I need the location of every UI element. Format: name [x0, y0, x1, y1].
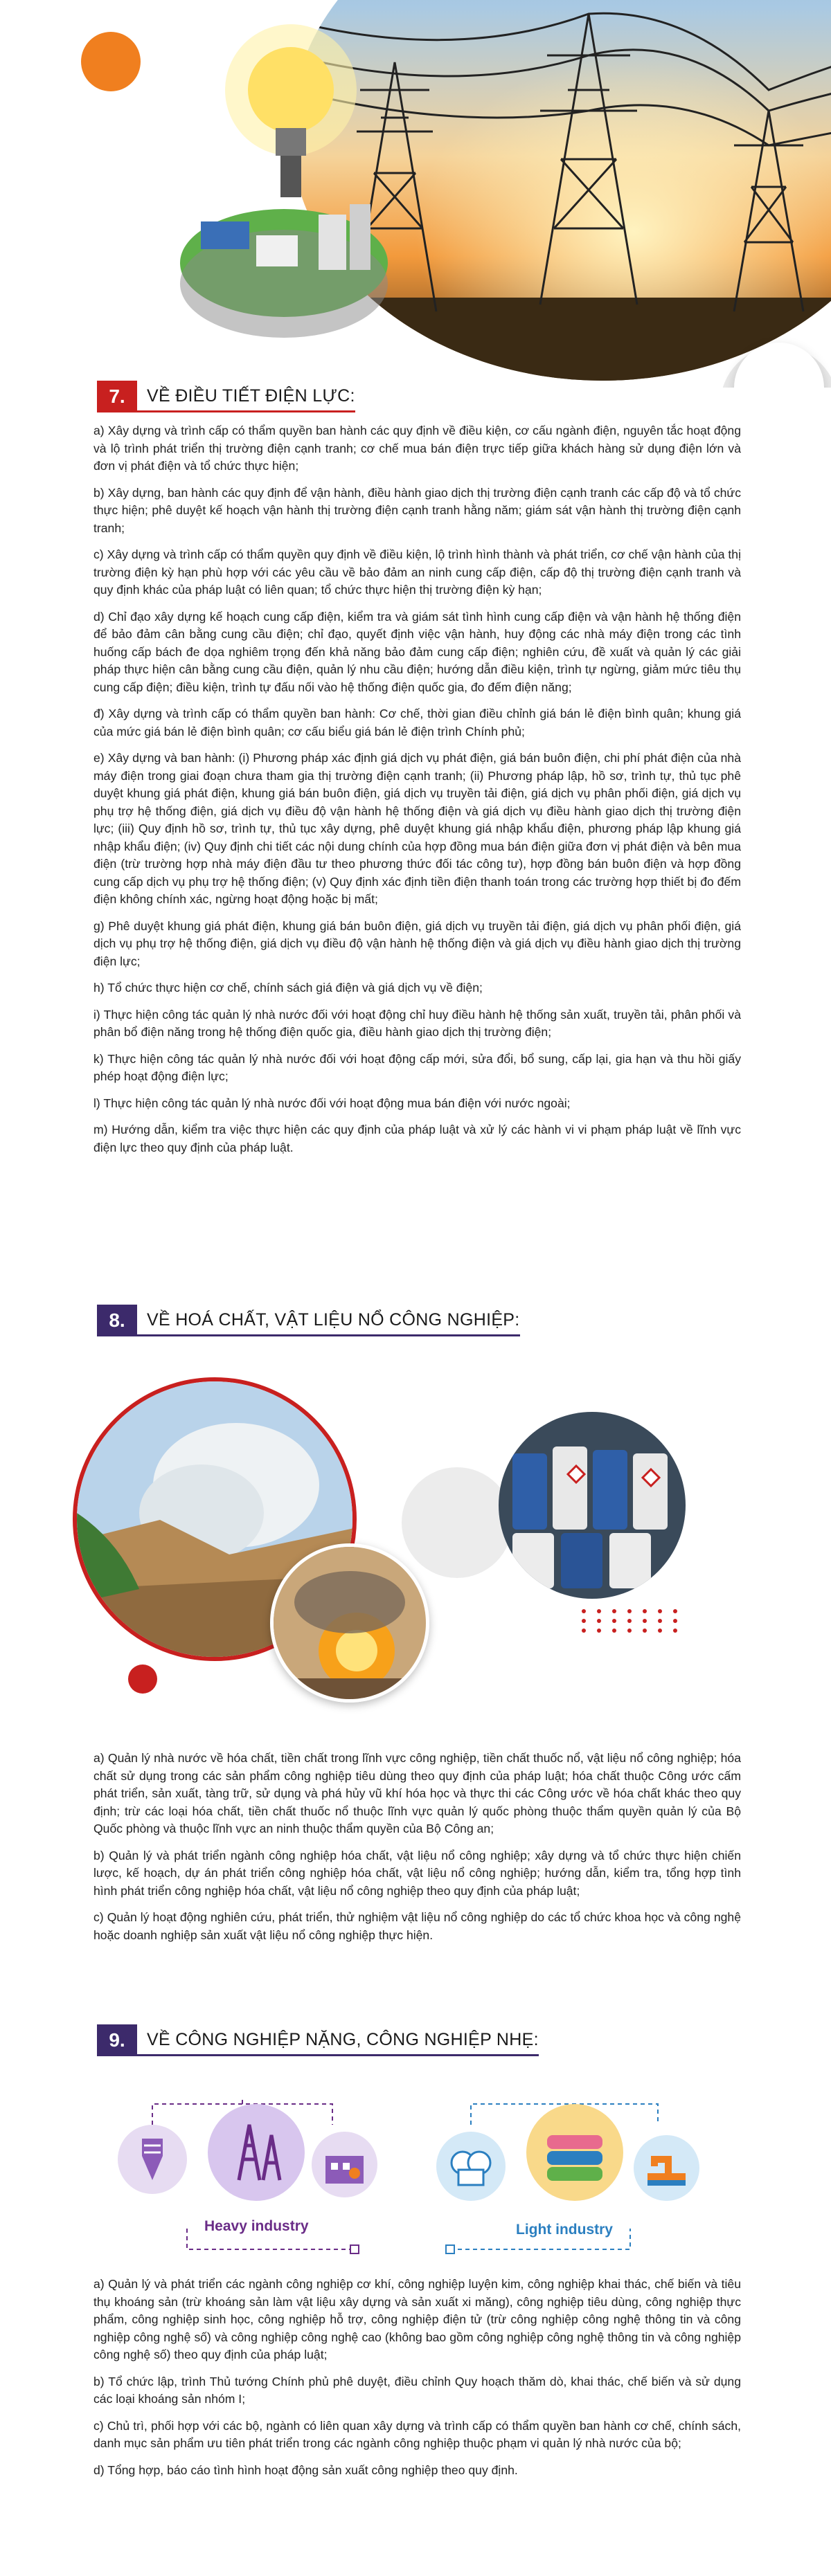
section-9-body [93, 2276, 741, 2488]
section-7-body [93, 422, 741, 1165]
decorative-red-dot [128, 1665, 157, 1694]
section-9-paragraph: c) Chủ trì, phối hợp với các bộ, ngành có liên quan xây dựng và trình cấp có thẩm quyền ban hành cơ chế, chính sách, danh mục sản phẩm ưu tiên phát triển trong các ngành công nghiệp thuộc phạm vi quản lý nhà nước của bộ; [93, 2418, 741, 2450]
section-7-paragraph: d) Chỉ đạo xây dựng kế hoạch cung cấp điện, kiểm tra và giám sát tình hình cung cấp điện và vận hành hệ thống điện để bảo đảm cân bằng cung cầu điện; chỉ đạo, quyết định việc vận hành, huy động các nhà máy điện trong các tình huống cấp bách đe dọa nghiêm trọng đến khả năng bảo đảm cung cấp điện; nghiên cứu, đề xuất và quản lý các giải pháp thực hiện cân bằng cung cầu điện, quản lý nhu cầu điện; hướng dẫn điều kiện, trình tự ngừng, giảm mức tiêu thụ cung cấp điện; điều kiện, trình tự đấu nối vào hệ thống điện quốc gia, đo đếm điện năng; [93, 609, 741, 694]
section-7-paragraph: l) Thực hiện công tác quản lý nhà nước đối với hoạt động mua bán điện với nước ngoài; [93, 1096, 571, 1110]
section-7-paragraph: e) Xây dựng và ban hành: (i) Phương pháp xác định giá dịch vụ phát điện, giá bán buôn điện, chi phí phát điện của nhà máy điện trong giai đoạn chưa tham gia thị trường điện cạnh tranh; (ii) Phương pháp lập, hồ sơ, trình tự, thủ tục phê duyệt khung giá phát điện, khung giá bán buôn điện, giá dịch vụ truyền tải điện, giá dịch vụ phân phối điện, giá dịch vụ phụ trợ hệ thống điện, giá dịch vụ điều độ vận hành hệ thống điện và giá dịch vụ điều hành giao dịch thị trường điện lực; (iii) Quy định hồ sơ, trình tự, thủ tục xây dựng, phê duyệt khung giá nhập khẩu điện, phương pháp lập khung giá nhập khẩu điện; (iv) Quy định chi tiết các nội dung chính của hợp đồng mua bán điện giữa đơn vị phát điện và bên mua điện (trừ trường hợp nhà máy điện đầu tư theo phương thức đối tác công tư), hợp đồng bán buôn điện và hợp đồng cung cấp dịch vụ phụ trợ hệ thống điện; (v) Quy định xác định tiền điện thanh toán trong các trường hợp thiết bị đo đếm điện không chính xác, ngừng hoạt động hoặc bị mất; [93, 751, 741, 906]
section-7-paragraph: c) Xây dựng và trình cấp có thẩm quyền quy định về điều kiện, lộ trình hình thành và phát triển, cơ chế vận hành của thị trường điện kỳ hạn phù hợp với các yêu cầu về bảo đảm an ninh cung cấp điện, cấp độ thị trường điện cạnh tranh và quy định khác của pháp luật có liên quan; tổ chức thực hiện thị trường điện kỳ hạn; [93, 547, 741, 597]
section-7-paragraph: g) Phê duyệt khung giá phát điện, khung giá bán buôn điện, giá dịch vụ truyền tải điện, giá dịch vụ phân phối điện, giá dịch vụ phụ trợ hệ thống điện, giá dịch vụ điều độ vận hành hệ thống điện và giá dịch vụ điều hành giao dịch thị trường điện lực; [93, 918, 741, 968]
section-7-paragraph: h) Tổ chức thực hiện cơ chế, chính sách giá điện và giá dịch vụ về điện; [93, 981, 483, 995]
fabric-icon [526, 2104, 623, 2201]
section-8-paragraph: c) Quản lý hoạt động nghiên cứu, phát triển, thử nghiệm vật liệu nổ công nghiệp do các tổ chức khoa học và công nghệ hoặc doanh nghiệp sản xuất vật liệu nổ công nghiệp thực hiện. [93, 1910, 741, 1942]
section-7-paragraph: a) Xây dựng và trình cấp có thẩm quyền ban hành các quy định về điều kiện, cơ cấu ngành điện, nguyên tắc hoạt động và lộ trình phát triển thị trường điện cạnh tranh; cơ chế mua bán điện trực tiếp giữa khách hàng sử dụng điện lớn và đơn vị phát điện và tổ chức thực hiện; [93, 424, 741, 473]
industry-illustration [104, 2083, 727, 2263]
section-7-number: 7. [97, 381, 137, 412]
section-8-title: VỀ HOÁ CHẤT, VẬT LIỆU NỔ CÔNG NGHIỆP: [137, 1310, 520, 1336]
sewing-machine-icon [634, 2135, 699, 2201]
section-7-paragraph: m) Hướng dẫn, kiểm tra việc thực hiện các quy định của pháp luật và xử lý các hành vi vi phạm pháp luật về lĩnh vực điện lực theo quy định của pháp luật. [93, 1123, 741, 1154]
lightbulb-city-illustration [173, 14, 402, 339]
decorative-dot-grid [582, 1609, 683, 1633]
drill-icon [118, 2125, 187, 2194]
oil-rig-icon [208, 2104, 305, 2201]
section-7-header [97, 381, 355, 412]
section-9-number: 9. [97, 2024, 137, 2056]
section-7-paragraph: đ) Xây dựng và trình cấp có thẩm quyền ban hành: Cơ chế, thời gian điều chỉnh giá bán lẻ điện bình quân; khung giá của mức giá bán lẻ điện bình quân; cơ cấu biểu giá bán lẻ điện trình Chính phủ; [93, 707, 741, 738]
section-9-paragraph: b) Tổ chức lập, trình Thủ tướng Chính phủ phê duyệt, điều chỉnh Quy hoạch thăm dò, khai thác, chế biến và sử dụng các loại khoáng sản nhóm I; [93, 2374, 741, 2406]
heavy-industry-label: Heavy industry [204, 2218, 309, 2234]
hero-banner [0, 0, 831, 388]
section-9-title: VỀ CÔNG NGHIỆP NẶNG, CÔNG NGHIỆP NHẸ: [137, 2030, 539, 2056]
section-7-title: VỀ ĐIỀU TIẾT ĐIỆN LỰC: [137, 386, 355, 412]
decorative-grey-circle [402, 1467, 512, 1578]
light-industry-label: Light industry [516, 2222, 613, 2238]
explosion-photo [270, 1543, 429, 1703]
section-7-paragraph: b) Xây dựng, ban hành các quy định để vận hành, điều hành giao dịch thị trường điện cạnh tranh các cấp độ và tổ chức thực hiện; phê duyệt kế hoạch vận hành thị trường điện cạnh tranh hằng năm; giám sát vận hành thị trường điện cạnh tranh; [93, 485, 741, 535]
section-9-paragraph: d) Tổng hợp, báo cáo tình hình hoạt động sản xuất công nghiệp theo quy định. [93, 2462, 518, 2477]
section-8-body [93, 1750, 741, 1953]
section-7-paragraph: k) Thực hiện công tác quản lý nhà nước đối với hoạt động cấp mới, sửa đổi, bổ sung, cấp lại, gia hạn và thu hồi giấy phép hoạt động điện lực; [93, 1051, 741, 1083]
section-7-paragraph: i) Thực hiện công tác quản lý nhà nước đối với hoạt động chỉ huy điều hành hệ thống sản xuất, truyền tải, phân phối và phân bổ điện năng trong hệ thống điện quốc gia, điều hành giao dịch thị trường điện; [93, 1007, 741, 1039]
section-8-paragraph: b) Quản lý và phát triển ngành công nghiệp hóa chất, vật liệu nổ công nghiệp; xây dựng và tổ chức thực hiện chiến lược, kế hoạch, dự án phát triển công nghiệp hóa chất, vật liệu nổ công nghiệp; hướng dẫn, kiểm tra, tổng hợp tình hình phát triển công nghiệp hóa chất, vật liệu nổ công nghiệp theo quy định của pháp luật; [93, 1848, 741, 1898]
chef-hat-icon [436, 2132, 506, 2201]
factory-icon [312, 2132, 377, 2197]
section-8-paragraph: a) Quản lý nhà nước về hóa chất, tiền chất trong lĩnh vực công nghiệp, tiền chất thuốc nổ, vật liệu nổ công nghiệp; hóa chất sử dụng trong các sản phẩm công nghiệp tiêu dùng theo quy định của pháp luật; hóa chất thuộc Công ước cấm phát triển, sản xuất, tàng trữ, sử dụng và phá hủy vũ khí hóa học và thực thi các Công ước về hóa chất khác theo quy định; trừ các loại hóa chất, tiền chất thuốc nổ thuộc lĩnh vực quản lý quốc phòng thuộc thẩm quyền quản lý của Bộ Quốc phòng và thuộc lĩnh vực an ninh thuộc thẩm quyền của Bộ Công an; [93, 1751, 741, 1835]
chemical-barrels-photo [499, 1412, 686, 1599]
section-9-header [97, 2024, 539, 2056]
section-8-number: 8. [97, 1305, 137, 1336]
decorative-orange-dot [81, 32, 141, 91]
section-9-paragraph: a) Quản lý và phát triển các ngành công nghiệp cơ khí, công nghiệp luyện kim, công nghiệp khai thác, chế biến và tiêu thụ khoáng sản (trừ khoáng sản làm vật liệu xây dựng và sản xuất xi măng), công nghiệp tiêu dùng, công nghiệp thực phẩm, công nghiệp sinh học, công nghiệp hỗ trợ, công nghiệp điện tử (trừ công nghiệp công nghệ thông tin và công nghiệp công nghệ số) và công nghiệp công nghệ cao (không bao gồm công nghiệp công nghệ thông tin và công nghiệp công nghệ số) theo quy định của pháp luật; [93, 2277, 741, 2361]
section-8-header [97, 1305, 520, 1336]
